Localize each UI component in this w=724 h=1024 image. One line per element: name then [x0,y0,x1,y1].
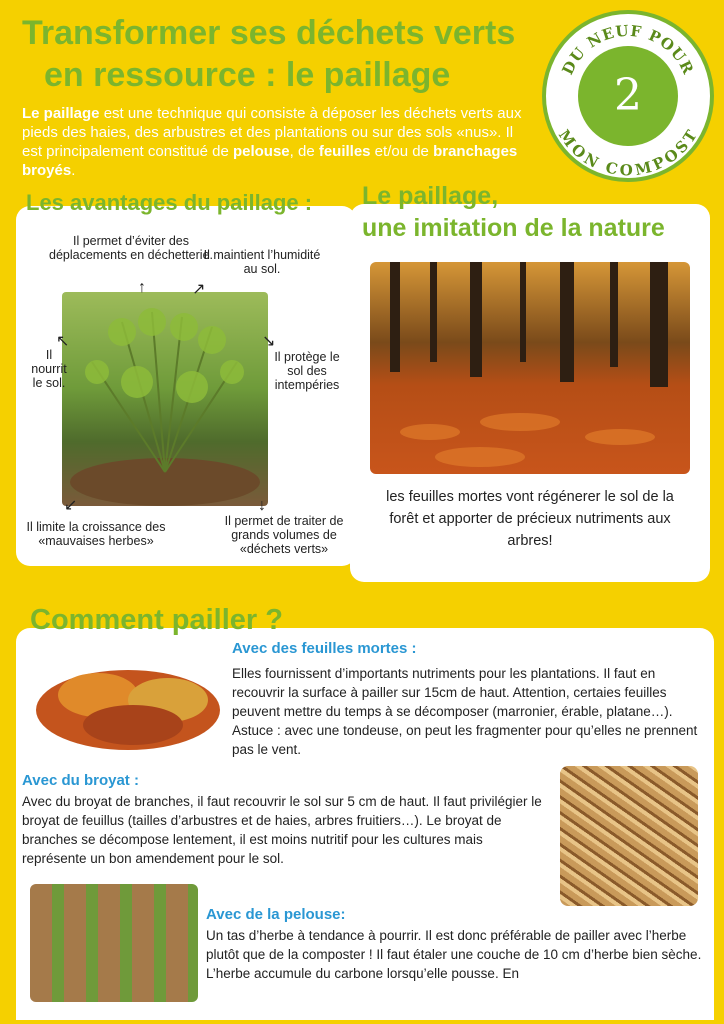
garden-photo [30,884,198,1002]
page-title [22,12,515,96]
advantage-2: Il maintient l’humidité au sol. [203,248,321,276]
arrow-right-icon: ↘ [262,333,276,350]
section-leaves-text: Elles fournissent d’importants nutriments pour les plantations. Il faut en recouvrir la surface à pailler sur 15cm de haut. Attention, certaies feuilles peuvent mettre du temps à se décomposer (marronier, érable, platane…). Astuce : avec une tondeuse, on peut les fragmenter pour qu’elles ne prennent pas le vent. [232,666,698,757]
forest-photo [370,262,690,474]
advantage-3: Il nourrit le sol. [31,348,67,390]
section-pelouse-text: Un tas d’herbe à tendance à pourrir. Il est donc préférable de pailler avec l’herbe plutôt que de la composter ! Il faut étaler une couche de 10 cm d’herbe bien sèche. L’herbe accumule du carbone lorsqu’elle pousse. En [206,928,702,981]
wood-chips-photo [560,766,698,906]
intro-text-1: est une technique qui consiste à déposer les déchets verts aux pieds des haies, des arbustres et des plantations ou sur des sols «nus». Il est principalement constitué de [22,105,522,160]
forest-caption: les feuilles mortes vont régénerer le sol de la forêt et apporter de précieux nutriments aux arbres! [386,489,674,549]
title-line-2: en ressource : le paillage [44,56,451,94]
intro-paragraph [22,104,522,180]
hedge-photo [62,292,268,506]
intro-text-2: , de [289,143,319,160]
arrow-left-icon: ↖ [56,333,70,350]
arrow-up-icon: ↗ [192,281,206,298]
dead-leaves-photo [28,640,226,760]
hedge-illustration [62,292,268,506]
nature-heading-line-1: Le paillage, [362,182,499,210]
nature-heading [362,180,665,244]
forest-illustration [370,262,690,474]
leaves-illustration [28,640,226,760]
intro-text-3: et/ou de [370,143,434,160]
advantage-4: Il protège le sol des intempéries [274,350,340,392]
advantage-6: Il permet de traiter de grands volumes de «déchets verts» [224,514,344,556]
howto-heading: Comment pailler ? [30,604,283,636]
series-badge [542,10,714,182]
section-broyat-title: Avec du broyat : [22,772,139,789]
intro-bold-4: branchages broyés [22,143,518,179]
arrow-up-icon: ↑ [138,279,146,296]
badge-bottom-text: MON COMPOST [554,126,702,178]
intro-bold-3: feuilles [318,143,371,160]
advantage-5: Il limite la croissance des «mauvaises herbes» [26,520,166,548]
section-pelouse-title: Avec de la pelouse: [206,906,346,923]
intro-bold-1: Le paillage [22,105,100,122]
badge-top-text: DU NEUF POUR [558,21,698,78]
section-broyat-text: Avec du broyat de branches, il faut recouvrir le sol sur 5 cm de haut. Il faut privilégier le broyat de feuillus (tailles d’arbustres et de haies, arbres fruitiers…). Le broyat de branches se décompose lentement, il est moins nutritif pour les cultures mais représente un bon amendement pour le sol. [22,794,542,866]
nature-heading-line-2: une imitation de la nature [362,214,665,242]
advantages-heading: Les avantages du paillage : [26,190,313,215]
badge-number: 2 [578,46,678,146]
intro-bold-2: pelouse [232,143,290,160]
arrow-down-icon: ↓ [258,497,266,514]
section-leaves-title: Avec des feuilles mortes : [232,640,417,657]
title-line-1: Transformer ses déchets verts [22,14,516,52]
arrow-down-icon: ↙ [64,497,78,514]
advantage-1: Il permet d’éviter des déplacements en déchetterie. [49,234,213,262]
intro-text-4: . [71,162,76,179]
